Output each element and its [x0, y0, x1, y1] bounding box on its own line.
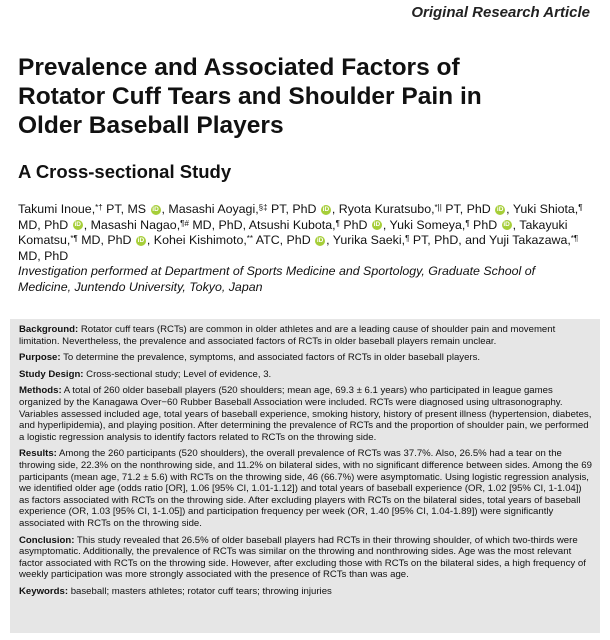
author-someya: , Yuki Someya,: [382, 217, 466, 232]
section-text: baseball; masters athletes; rotator cuff tears; throwing injuries: [68, 585, 332, 597]
section-label: Methods:: [19, 385, 62, 397]
orcid-icon[interactable]: iD: [74, 221, 81, 229]
abstract-keywords: [19, 586, 592, 598]
investigation-line-1: Investigation performed at Department of Sports Medicine and Sportology, Graduate School of: [18, 264, 536, 279]
author-nagao: , Masashi Nagao,: [83, 217, 181, 232]
author-kishimoto: , Kohei Kishimoto,: [146, 233, 247, 248]
orcid-icon[interactable]: iD: [152, 205, 159, 213]
section-text: This study revealed that 26.5% of older baseball players had RCTs in their throwing shoulder, of which two-thirds were asymptomatic. Additionally, the prevalence of RCTs was similar on the throwing and nonthrowing sides. Age was the most relevant factor associated with RCTs on the throwing side. However, after excluding those with RCTs on the bilateral sides, a high frequency of weekly participation was more strongly associated with the presence of RCTs than was age.: [19, 534, 586, 581]
affil-mark: *†: [95, 203, 103, 212]
author-komatsu: , Takayuki Komatsu,: [18, 217, 568, 248]
orcid-icon[interactable]: iD: [322, 205, 330, 213]
author-degree: MD, PhD: [18, 248, 69, 263]
section-label: Results:: [19, 448, 57, 460]
article-title: [18, 53, 598, 140]
affil-mark: *||: [434, 203, 442, 212]
abstract-results: [19, 448, 592, 529]
affil-mark: §‡: [258, 203, 268, 212]
orcid-icon[interactable]: iD: [137, 236, 145, 244]
author-degree: PT, PhD: [267, 202, 317, 216]
affil-mark: ¶#: [180, 218, 189, 228]
author-kubota: MD, PhD, Atsushi Kubota,: [188, 217, 336, 232]
orcid-icon[interactable]: iD: [316, 236, 324, 244]
author-degree: MD, PhD: [77, 233, 132, 248]
affil-mark: ¶: [405, 234, 410, 244]
article-type-label: Original Research Article: [411, 4, 590, 21]
section-text: Rotator cuff tears (RCTs) are common in older athletes and are a leading cause of shoulder pain and movement limitation. Nevertheless, the prevalence and associated factors of RCTs in older baseball players remain unclear.: [19, 324, 556, 347]
author-takazawa: PT, PhD, and Yuji Takazawa,: [409, 233, 571, 248]
author-shiota: , Yuki Shiota,: [506, 202, 579, 216]
author-degree: PhD: [469, 217, 498, 232]
section-text: Cross-sectional study; Level of evidence, 3.: [83, 368, 272, 380]
section-label: Purpose:: [19, 352, 61, 364]
section-label: Conclusion:: [19, 534, 75, 546]
affil-mark: *¶: [70, 234, 78, 244]
section-label: Study Design:: [19, 368, 84, 380]
section-label: Keywords:: [19, 585, 69, 597]
author-saeki: , Yurika Saeki,: [326, 233, 406, 248]
abstract-box: [10, 319, 600, 633]
abstract-conclusion: [19, 535, 592, 581]
title-line-2: Rotator Cuff Tears and Shoulder Pain in: [18, 83, 482, 110]
section-text: To determine the prevalence, symptoms, and associated factors of RCTs in older baseball players.: [60, 352, 481, 364]
abstract-background: [19, 324, 592, 347]
author-kuratsubo: , Ryota Kuratsubo,: [331, 202, 435, 216]
orcid-icon[interactable]: iD: [496, 205, 504, 213]
affil-mark: ¶: [465, 218, 470, 228]
author-degree: ATC, PhD: [253, 233, 311, 248]
author-list: [18, 202, 603, 296]
affil-mark: **: [246, 234, 254, 244]
author-degree: MD, PhD: [18, 217, 69, 232]
abstract-study-design: [19, 369, 592, 381]
title-line-1: Prevalence and Associated Factors of: [18, 54, 460, 81]
abstract-methods: [19, 385, 592, 443]
author-aoyagi: , Masashi Aoyagi,: [161, 202, 259, 216]
author-inoue: Takumi Inoue,: [18, 202, 96, 216]
investigation-line-2: Medicine, Juntendo University, Tokyo, Japan: [18, 279, 263, 294]
author-degree: PhD: [339, 217, 368, 232]
affil-mark: ¶: [335, 218, 340, 228]
author-degree: PT, MS: [102, 202, 147, 216]
section-text: A total of 260 older baseball players (520 shoulders; mean age, 69.3 ± 6.1 years) who participated in league games organized by the Kanagawa Over−60 Rubber Baseball Association were included. RCTs were diagnosed using ultrasonography. Variables assessed included age, total years of baseball experience, smoking history, history of present illness (hypertension, diabetes, and hyperlipidemia), and playing position. After determining the prevalence of RCTs and the proportion of shoulder pain, we performed a logistic regression analysis to identify factors related to RCTs on the throwing side.: [19, 385, 592, 443]
orcid-icon[interactable]: iD: [503, 221, 510, 229]
abstract-purpose: [19, 352, 592, 364]
affil-mark: *¶: [570, 234, 579, 244]
title-line-3: Older Baseball Players: [18, 112, 284, 139]
orcid-icon[interactable]: iD: [373, 221, 381, 229]
section-text: Among the 260 participants (520 shoulders), the overall prevalence of RCTs was 37.7%. Also, 26.5% had a tear on the throwing side, 22.3% on the nonthrowing side, and 11.2% on bilateral sides, with no significant difference between sides. Among the 69 participants (mean age, 71.2 ± 5.6) with RCTs on the throwing side, 46 (66.7%) were asymptomatic. Using logistic regression analysis, we identified older age (odds ratio [OR], 1.06 [95% CI, 1.01-1.12]) and total years of baseball experience (OR, 1.02 [95% CI, 1-1.04]) as factors associated with RCTs on the throwing side. After excluding players with RCTs on the bilateral sides, total years of baseball experience (OR, 1.03 [95% CI, 1-1.05]) and participation frequency per week (OR, 1.40 [95% CI, 1.04-1.89]) were significantly associated with RCTs on the throwing side.: [19, 448, 592, 529]
section-label: Background:: [19, 324, 79, 335]
article-subtitle: A Cross-sectional Study: [18, 161, 232, 182]
affil-mark: ¶: [578, 203, 583, 212]
author-degree: PT, PhD: [441, 202, 491, 216]
